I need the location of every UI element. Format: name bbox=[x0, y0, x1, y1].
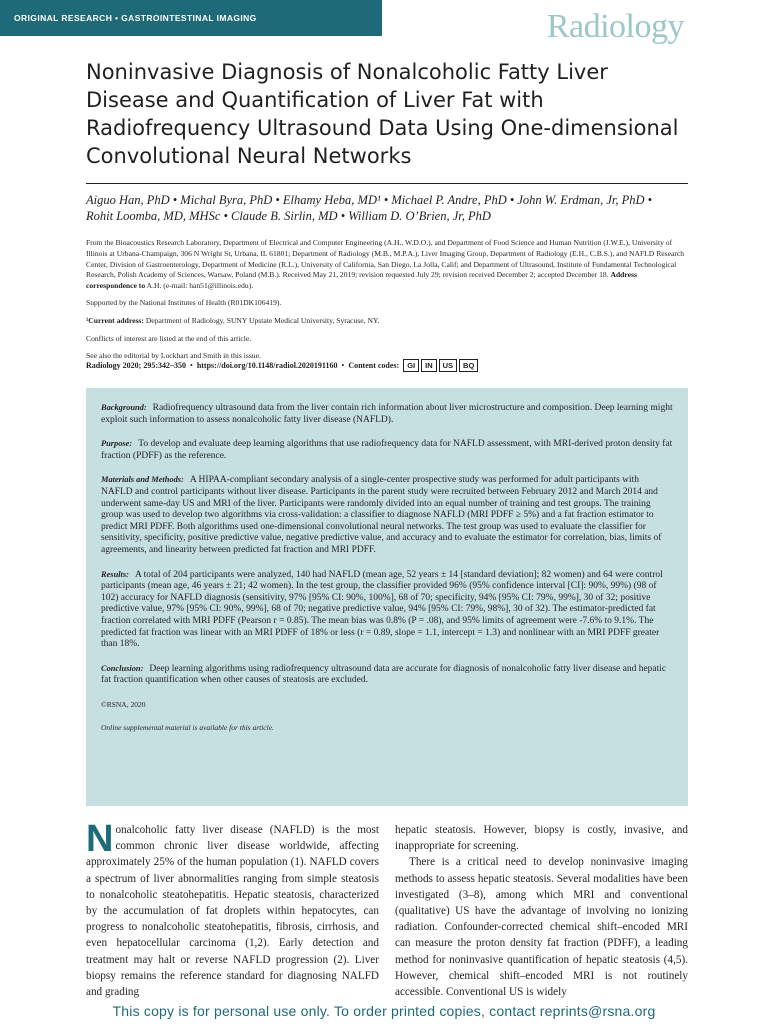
content-code-badge[interactable]: GI bbox=[403, 359, 419, 372]
abstract-conclusion bbox=[101, 663, 673, 687]
body-column-right bbox=[395, 822, 688, 998]
body-column-left bbox=[86, 822, 379, 998]
content-code-badge[interactable]: IN bbox=[421, 359, 437, 372]
reprint-notice: This copy is for personal use only. To order printed copies, contact reprints@rsna.org bbox=[112, 1003, 656, 1019]
abstract-section-text: Radiofrequency ultrasound data from the liver contain rich information about liver microstructure and composition. Deep learning might exploit such information to assess nonalcoholic fatty liver disease (NAFLD). bbox=[101, 403, 673, 425]
content-code-badge[interactable]: US bbox=[439, 359, 457, 372]
title-divider bbox=[86, 183, 688, 184]
article-title: Noninvasive Diagnosis of Nonalcoholic Fatty Liver Disease and Quantification of Liver Fat with Radiofrequency Ultrasound Data Using One-dimensional Convolutional Neural Networks bbox=[86, 60, 679, 168]
author-line-2: Rohit Loomba, MD, MHSc • Claude B. Sirlin, MD • William D. O’Brien, Jr, PhD bbox=[86, 209, 491, 223]
author-line-1: Aiguo Han, PhD • Michal Byra, PhD • Elhamy Heba, MD¹ • Michael P. Andre, PhD • John W. Erdman, Jr, PhD • bbox=[86, 193, 653, 207]
copyright-notice: ©RSNA, 2020 bbox=[101, 699, 146, 709]
abstract-results bbox=[101, 569, 673, 651]
affiliations-text: From the Bioacoustics Research Laboratory, Department of Electrical and Computer Engineering (A.H., W.D.O.), and Department of Food Science and Human Nutrition (J.W.E.), University of Illinois at Urbana-Champaign, 306 N Wright St, Urbana, IL 61801; Department of Radiology (M.B., M.P.A.), Liver Imaging Group, Department of Radiology (E.H., C.B.S.), and NAFLD Research Center, Division of Gastroenterology, Department of Medicine (R.L.), University of California, San Diego, La Jolla, Calif; and Department of Ultrasound, Institute of Fundamental Technological Research, Polish Academy of Sciences, Warsaw, Poland (M.B.). Received May 21, 2019; revision requested July 29; revision received December 2; accepted December 18. bbox=[86, 238, 685, 280]
supplemental-note: Online supplemental material is available for this article. bbox=[101, 723, 274, 733]
abstract-section-label: Results: bbox=[101, 569, 129, 579]
body-paragraph: There is a critical need to develop noninvasive imaging methods to assess hepatic steatosis. Several modalities have been investigated (3–8), among which MRI and conventional (qualitative) US have the advantage of involving no ionizing radiation. Confounder-corrected chemical shift–encoded MRI can measure the proton density fat fraction (PDFF), a leading method for noninvasive quantification of hepatic steatosis (4,5). However, chemical shift–encoded MRI is not routinely accessible. Conventional US is widely bbox=[395, 856, 688, 998]
paragraph-text: onalcoholic fatty liver disease (NAFLD) is the most common chronic liver disease worldwide, affecting approximately 25% of the human population (1). NAFLD covers a spectrum of liver abnormalities ranging from simple steatosis to nonalcoholic steatohepatitis. Hepatic steatosis, characterized by the accumulation of fat droplets within hepatocytes, can progress to nonalcoholic steatohepatitis, fibrosis, cirrhosis, and even hepatocellular carcinoma (1,2). Early detection and treatment may halt or reverse NAFLD progression (2). Liver biopsy remains the reference standard for diagnosing NALFD and grading bbox=[86, 824, 379, 998]
abstract-section-text: To develop and evaluate deep learning algorithms that use radiofrequency data for NAFLD assessment, with MRI-derived proton density fat fraction (PDFF) as the reference. bbox=[101, 439, 673, 461]
content-codes-label: Content codes: bbox=[348, 361, 400, 370]
abstract-methods bbox=[101, 474, 673, 556]
abstract-section-label: Background: bbox=[101, 403, 147, 412]
abstract-section-text: Deep learning algorithms using radiofrequency ultrasound data are accurate for diagnosis of nonalcoholic fatty liver disease and hepatic fat fraction quantification when other causes of steatosis are excluded. bbox=[101, 663, 667, 686]
citation-text: Radiology 2020; 295:342–350 bbox=[86, 361, 186, 370]
bullet-separator: • bbox=[188, 361, 197, 370]
abstract-background bbox=[101, 402, 673, 426]
funding-note: Supported by the National Institutes of Health (R01DK106419). bbox=[86, 297, 282, 307]
article-metadata bbox=[86, 238, 688, 369]
abstract-section-text: A total of 204 participants were analyzed, 140 had NAFLD (mean age, 52 years ± 14 [standard deviation]; 82 women) and 64 were control participants (mean age, 46 years ± 21; 42 women). In the test group, the classifier provided 96% (95% confidence interval [CI]: 90%, 99%) (98 of 102) accuracy for NAFLD diagnosis (sensitivity, 97% [95% CI: 90%, 100%], 68 of 70; specificity, 94% [95% CI: 79%, 99%], 30 of 32; positive predictive value, 97% [95% CI: 90%, 99%], 68 of 70; negative predictive value, 94% [95% CI: 79%, 98%], 30 of 32). The estimator-predicted fat fraction correlated with MRI PDFF (Pearson r = 0.85). The mean bias was 0.8% (P = .08), and 95% limits of agreement were -7.6% to 9.1%. The predicted fat fraction was linear with an MRI PDFF of 18% or less (r = 0.89, slope = 1.1, intercept = 1.3) and nonlinear with an MRI PDFF greater than 18%. bbox=[101, 569, 663, 650]
bullet-separator: • bbox=[339, 361, 349, 370]
abstract-section-label: Materials and Methods: bbox=[101, 475, 184, 485]
section-banner: ORIGINAL RESEARCH • GASTROINTESTINAL IMAGING bbox=[0, 0, 382, 36]
abstract-section-label: Conclusion: bbox=[101, 663, 144, 673]
journal-name: Radiology bbox=[546, 8, 684, 45]
citation-line bbox=[86, 358, 688, 374]
abstract-box bbox=[86, 388, 688, 806]
content-code-badge[interactable]: BQ bbox=[459, 359, 478, 372]
body-paragraph: hepatic steatosis. However, biopsy is costly, invasive, and inappropriate for screening. bbox=[395, 824, 688, 853]
drop-cap: N bbox=[86, 822, 114, 860]
abstract-section-text: A HIPAA-compliant secondary analysis of a single-center prospective study was performed for adult participants with NAFLD and control participants without liver disease. Participants in the parent study were recruited between February 2012 and March 2014 and underwent same-day US and MRI of the liver. Participants were randomly divided into an equal number of training and test groups. The training group was used to develop two algorithms via cross-validation: a classifier to diagnose NAFLD (MRI PDFF ≥ 5%) and a fat fraction estimator to predict MRI PDFF. Both algorithms used one-dimensional convolutional neural networks. The test group was used to evaluate the classifier for sensitivity, specificity, positive predictive value, negative predictive value, and accuracy and to evaluate the estimator for correlation, bias, limits of agreements, and linearity between predicted fat fraction and MRI PDFF. bbox=[101, 475, 662, 555]
correspondence-label: Address correspondence to bbox=[86, 270, 637, 291]
author-list bbox=[86, 192, 686, 224]
editorial-note: See also the editorial by Lockhart and Smith in this issue. bbox=[86, 351, 261, 361]
abstract-section-label: Purpose: bbox=[101, 439, 133, 449]
content-codes bbox=[401, 358, 478, 374]
doi-link[interactable]: https://doi.org/10.1148/radiol.2020191160 bbox=[196, 361, 338, 370]
body-text bbox=[86, 822, 688, 998]
affiliations bbox=[86, 238, 688, 292]
correspondence-text: A.H. (e-mail: han51@illinois.edu). bbox=[146, 281, 254, 291]
conflicts-note: Conflicts of interest are listed at the end of this article. bbox=[86, 333, 252, 343]
current-address bbox=[86, 316, 688, 327]
current-address-text: Department of Radiology, SUNY Upstate Medical University, Syracuse, NY. bbox=[145, 315, 380, 325]
current-address-label: ¹Current address: bbox=[86, 315, 144, 325]
body-paragraph bbox=[86, 822, 379, 998]
abstract-purpose bbox=[101, 438, 673, 462]
